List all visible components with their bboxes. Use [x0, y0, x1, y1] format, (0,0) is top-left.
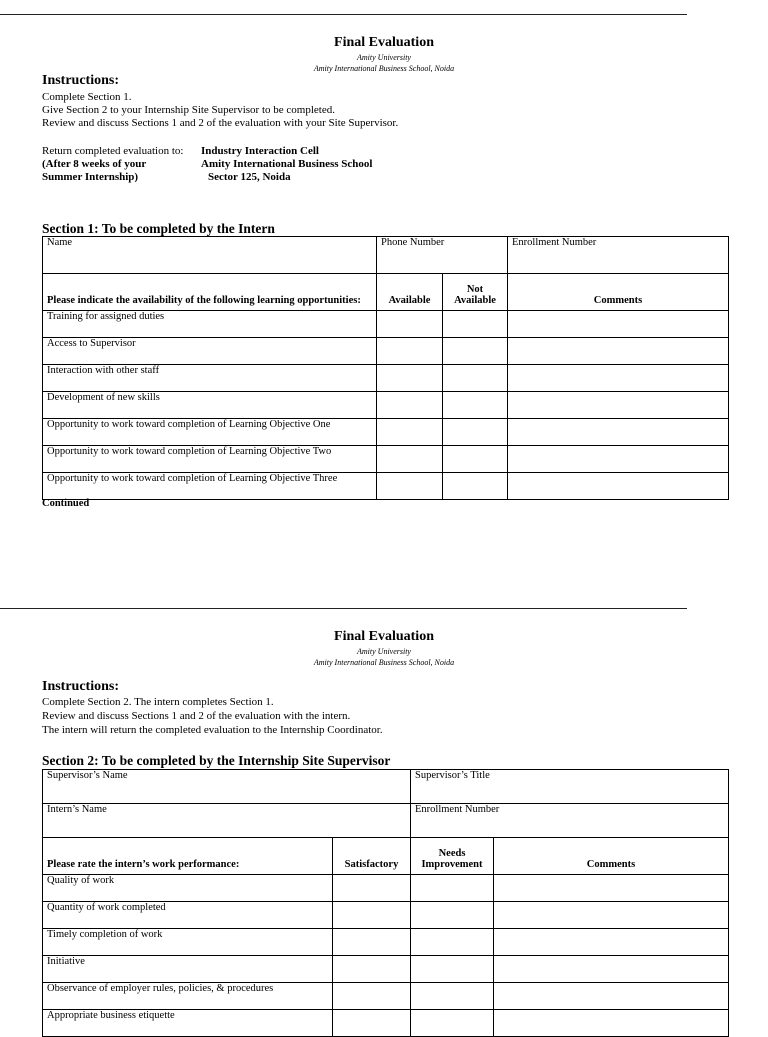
page2-instruction-3: The intern will return the completed evaluation to the Internship Coordinator.: [42, 724, 383, 736]
page1-school: Amity International Business School, Noida: [313, 64, 455, 73]
enrollment-number-field[interactable]: Enrollment Number: [411, 804, 729, 838]
return-when-2: Summer Internship): [42, 171, 139, 183]
continued-label: Continued: [42, 498, 90, 509]
page2-school: Amity International Business School, Noida: [313, 658, 455, 667]
comments-header: Comments: [508, 274, 729, 311]
available-header: Available: [377, 274, 443, 311]
needs-improvement-cell[interactable]: [411, 956, 494, 983]
phone-number-field[interactable]: Phone Number: [377, 237, 508, 274]
comments-cell[interactable]: [508, 473, 729, 500]
table-row: [43, 446, 729, 473]
not-available-cell[interactable]: [443, 473, 508, 500]
comments-cell[interactable]: [494, 902, 729, 929]
available-cell[interactable]: [377, 446, 443, 473]
row-label: Quality of work: [43, 875, 333, 902]
not-available-cell[interactable]: [443, 338, 508, 365]
needs-improvement-cell[interactable]: [411, 902, 494, 929]
available-cell[interactable]: [377, 473, 443, 500]
not-available-cell[interactable]: [443, 365, 508, 392]
row-label: Opportunity to work toward completion of Learning Objective Two: [43, 446, 377, 473]
section1-title: Section 1: To be completed by the Intern: [42, 221, 275, 236]
intern-name-field[interactable]: Intern’s Name: [43, 804, 411, 838]
supervisor-name-field[interactable]: Supervisor’s Name: [43, 770, 411, 804]
page1-instructions-heading: Instructions:: [42, 73, 120, 88]
return-when-1: (After 8 weeks of your: [42, 158, 147, 170]
comments-cell[interactable]: [508, 311, 729, 338]
comments-cell[interactable]: [508, 446, 729, 473]
table-row: [43, 473, 729, 500]
return-to-3: Sector 125, Noida: [208, 171, 291, 183]
page2-title: Final Evaluation: [334, 629, 434, 644]
row-label: Timely completion of work: [43, 929, 333, 956]
table-row: [43, 983, 729, 1010]
comments-cell[interactable]: [494, 875, 729, 902]
comments-cell[interactable]: [508, 338, 729, 365]
satisfactory-cell[interactable]: [333, 902, 411, 929]
not-available-cell[interactable]: [443, 446, 508, 473]
comments-cell[interactable]: [494, 956, 729, 983]
row-label: Opportunity to work toward completion of Learning Objective Three: [43, 473, 377, 500]
table-row: [43, 902, 729, 929]
row-label: Appropriate business etiquette: [43, 1010, 333, 1037]
available-cell[interactable]: [377, 365, 443, 392]
page1-instruction-3: Review and discuss Sections 1 and 2 of the evaluation with your Site Supervisor.: [42, 117, 399, 129]
page1-university: Amity University: [357, 53, 411, 62]
satisfactory-cell[interactable]: [333, 956, 411, 983]
page-divider: [0, 608, 687, 609]
available-cell[interactable]: [377, 419, 443, 446]
table-row: [43, 929, 729, 956]
available-cell[interactable]: [377, 311, 443, 338]
row-label: Development of new skills: [43, 392, 377, 419]
not-available-cell[interactable]: [443, 392, 508, 419]
return-to-2: Amity International Business School: [201, 158, 373, 170]
section2-table: [42, 769, 729, 1037]
page2-instruction-1: Complete Section 2. The intern completes Section 1.: [42, 696, 274, 708]
row-label: Training for assigned duties: [43, 311, 377, 338]
available-cell[interactable]: [377, 392, 443, 419]
comments-cell[interactable]: [494, 929, 729, 956]
page-divider-top: [0, 14, 687, 15]
comments-cell[interactable]: [508, 392, 729, 419]
supervisor-title-field[interactable]: Supervisor’s Title: [411, 770, 729, 804]
row-label: Quantity of work completed: [43, 902, 333, 929]
section2-title: Section 2: To be completed by the Internship Site Supervisor: [42, 753, 391, 768]
comments-cell[interactable]: [508, 365, 729, 392]
name-field[interactable]: Name: [43, 237, 377, 274]
table-row: [43, 1010, 729, 1037]
satisfactory-cell[interactable]: [333, 1010, 411, 1037]
return-to-1: Industry Interaction Cell: [201, 145, 319, 157]
page2-university: Amity University: [357, 647, 411, 656]
enrollment-number-field[interactable]: Enrollment Number: [508, 237, 729, 274]
needs-improvement-cell[interactable]: [411, 875, 494, 902]
satisfactory-cell[interactable]: [333, 929, 411, 956]
page1-title: Final Evaluation: [334, 35, 434, 50]
row-label: Interaction with other staff: [43, 365, 377, 392]
performance-question-header: Please rate the intern’s work performance:: [43, 838, 333, 875]
page1-instruction-2: Give Section 2 to your Internship Site Supervisor to be completed.: [42, 104, 335, 116]
table-row: [43, 419, 729, 446]
available-cell[interactable]: [377, 338, 443, 365]
row-label: Opportunity to work toward completion of Learning Objective One: [43, 419, 377, 446]
page2-instructions-heading: Instructions:: [42, 679, 120, 694]
comments-cell[interactable]: [494, 1010, 729, 1037]
satisfactory-cell[interactable]: [333, 875, 411, 902]
section1-table: [42, 236, 729, 500]
table-row: [43, 311, 729, 338]
not-available-cell[interactable]: [443, 419, 508, 446]
comments-header: Comments: [494, 838, 729, 875]
not-available-header: Not Available: [443, 274, 508, 311]
not-available-cell[interactable]: [443, 311, 508, 338]
satisfactory-header: Satisfactory: [333, 838, 411, 875]
table-row: [43, 875, 729, 902]
table-row: [43, 365, 729, 392]
table-row: [43, 956, 729, 983]
needs-improvement-header: Needs Improvement: [411, 838, 494, 875]
comments-cell[interactable]: [494, 983, 729, 1010]
needs-improvement-cell[interactable]: [411, 1010, 494, 1037]
table-row: [43, 392, 729, 419]
table-row: [43, 338, 729, 365]
row-label: Access to Supervisor: [43, 338, 377, 365]
page2-instruction-2: Review and discuss Sections 1 and 2 of the evaluation with the intern.: [42, 710, 351, 722]
comments-cell[interactable]: [508, 419, 729, 446]
needs-improvement-cell[interactable]: [411, 983, 494, 1010]
satisfactory-cell[interactable]: [333, 983, 411, 1010]
page1-instruction-1: Complete Section 1.: [42, 91, 132, 103]
return-label: Return completed evaluation to:: [42, 145, 184, 157]
needs-improvement-cell[interactable]: [411, 929, 494, 956]
row-label: Observance of employer rules, policies, & procedures: [43, 983, 333, 1010]
row-label: Initiative: [43, 956, 333, 983]
availability-question-header: Please indicate the availability of the following learning opportunities:: [43, 274, 377, 311]
